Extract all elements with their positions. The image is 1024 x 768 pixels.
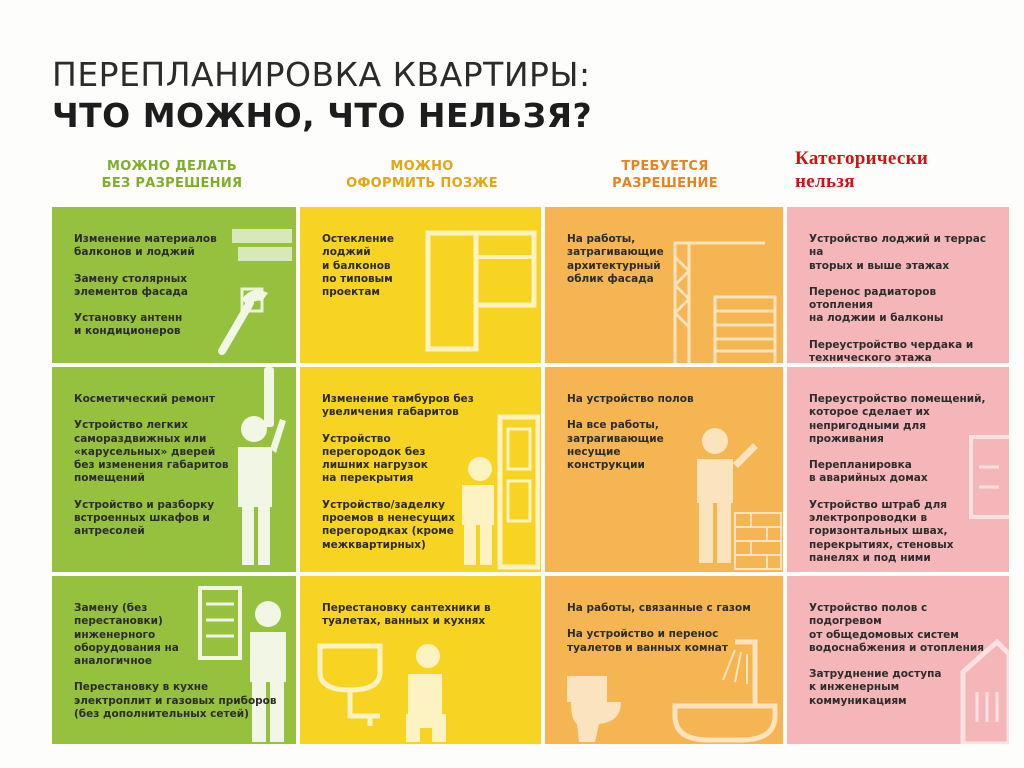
cell-yellow-row2: [300, 367, 541, 572]
list-item: Устройство перегородок без лишних нагрузок на перекрытия: [322, 432, 428, 485]
list-item: Устройство полов с подогревом от общедомовых систем водоснабжения и отопления: [809, 602, 984, 654]
list-item: Устройство и разборку встроенных шкафов и антресолей: [74, 498, 215, 538]
cell-orange-row1: [545, 207, 783, 363]
list-item: Перестановку сантехники в туалетах, ванных и кухнях: [322, 602, 491, 628]
cell-text-r2c2: [322, 393, 533, 565]
list-item: Изменение материалов балконов и лоджий: [74, 233, 217, 259]
column-header-prohibited: Категорически нельзя: [795, 145, 985, 195]
cell-text-r2c3: [567, 393, 775, 485]
column-header-no-permission: МОЖНО ДЕЛАТЬ БЕЗ РАЗРЕШЕНИЯ: [52, 152, 292, 198]
list-item: Переустройство чердака и технического этажа: [809, 338, 974, 363]
cell-text-r1c2: [322, 233, 533, 312]
cell-pink-row1: [787, 207, 1009, 363]
cell-text-r2c1: [74, 393, 288, 552]
list-item: Косметический ремонт: [74, 393, 215, 405]
list-item: Перенос радиаторов отопления на лоджии и балконы: [809, 285, 944, 325]
list-item: Замену столярных элементов фасада: [74, 272, 188, 298]
list-item: Перестановку в кухне электроплит и газовых приборов (без дополнительных сетей): [74, 681, 277, 721]
list-item: На устройство полов: [567, 393, 694, 405]
list-item: Установку антенн и кондиционеров: [74, 312, 183, 338]
page-title-line1: ПЕРЕПЛАНИРОВКА КВАРТИРЫ:: [52, 55, 591, 94]
list-item: Остекление лоджий и балконов по типовым проектам: [322, 233, 395, 299]
list-item: На устройство и перенос туалетов и ванных комнат: [567, 628, 728, 654]
list-item: Устройство легких самораздвижных или «карусельных» дверей без изменения габаритов помещений: [74, 419, 229, 485]
cell-text-r3c1: [74, 602, 288, 734]
list-item: На работы, затрагивающие архитектурный облик фасада: [567, 233, 664, 285]
cell-pink-row3: [787, 576, 1009, 744]
cell-pink-row2: [787, 367, 1009, 572]
cell-orange-row3: [545, 576, 783, 744]
plumber-sink-illustration-icon: [310, 626, 530, 744]
list-item: Замену (без перестановки) инженерного оборудования на аналогичное: [74, 602, 179, 668]
list-item: На все работы, затрагивающие несущие конструкции: [567, 419, 664, 472]
list-item: Изменение тамбуров без увеличения габаритов: [322, 393, 474, 419]
cell-text-r3c3: [567, 602, 775, 668]
list-item: Устройство/заделку проемов в ненесущих перегородках (кроме межквартирных): [322, 498, 456, 551]
cell-yellow-row1: [300, 207, 541, 363]
cell-text-r1c1: [74, 233, 288, 352]
list-item: На работы, связанные с газом: [567, 602, 751, 614]
cell-text-r3c2: [322, 602, 533, 642]
cell-green-row3: [52, 576, 296, 744]
cell-green-row1: [52, 207, 296, 363]
cell-yellow-row3: [300, 576, 541, 744]
list-item: Устройство лоджий и террас на вторых и выше этажах: [809, 233, 987, 272]
column-header-permission-required: ТРЕБУЕТСЯ РАЗРЕШЕНИЕ: [545, 152, 785, 198]
list-item: Переустройство помещений, которое сделает их непригодными для проживания: [809, 393, 986, 445]
cell-text-r3c4: [809, 602, 1001, 721]
cell-orange-row2: [545, 367, 783, 572]
cell-green-row2: [52, 367, 296, 572]
cell-text-r1c3: [567, 233, 775, 299]
list-item: Затруднение доступа к инженерным коммуникациям: [809, 668, 942, 707]
cell-text-r1c4: [809, 233, 1001, 363]
list-item: Перепланировка в аварийных домах: [809, 459, 928, 485]
column-header-register-later: МОЖНО ОФОРМИТЬ ПОЗЖЕ: [302, 152, 542, 198]
cell-text-r2c4: [809, 393, 1001, 572]
list-item: Устройство штраб для электропроводки в горизонтальных швах, перекрытиях, стеновых панелях и под ними: [809, 498, 954, 564]
page-title-line2: ЧТО МОЖНО, ЧТО НЕЛЬЗЯ?: [52, 96, 593, 135]
